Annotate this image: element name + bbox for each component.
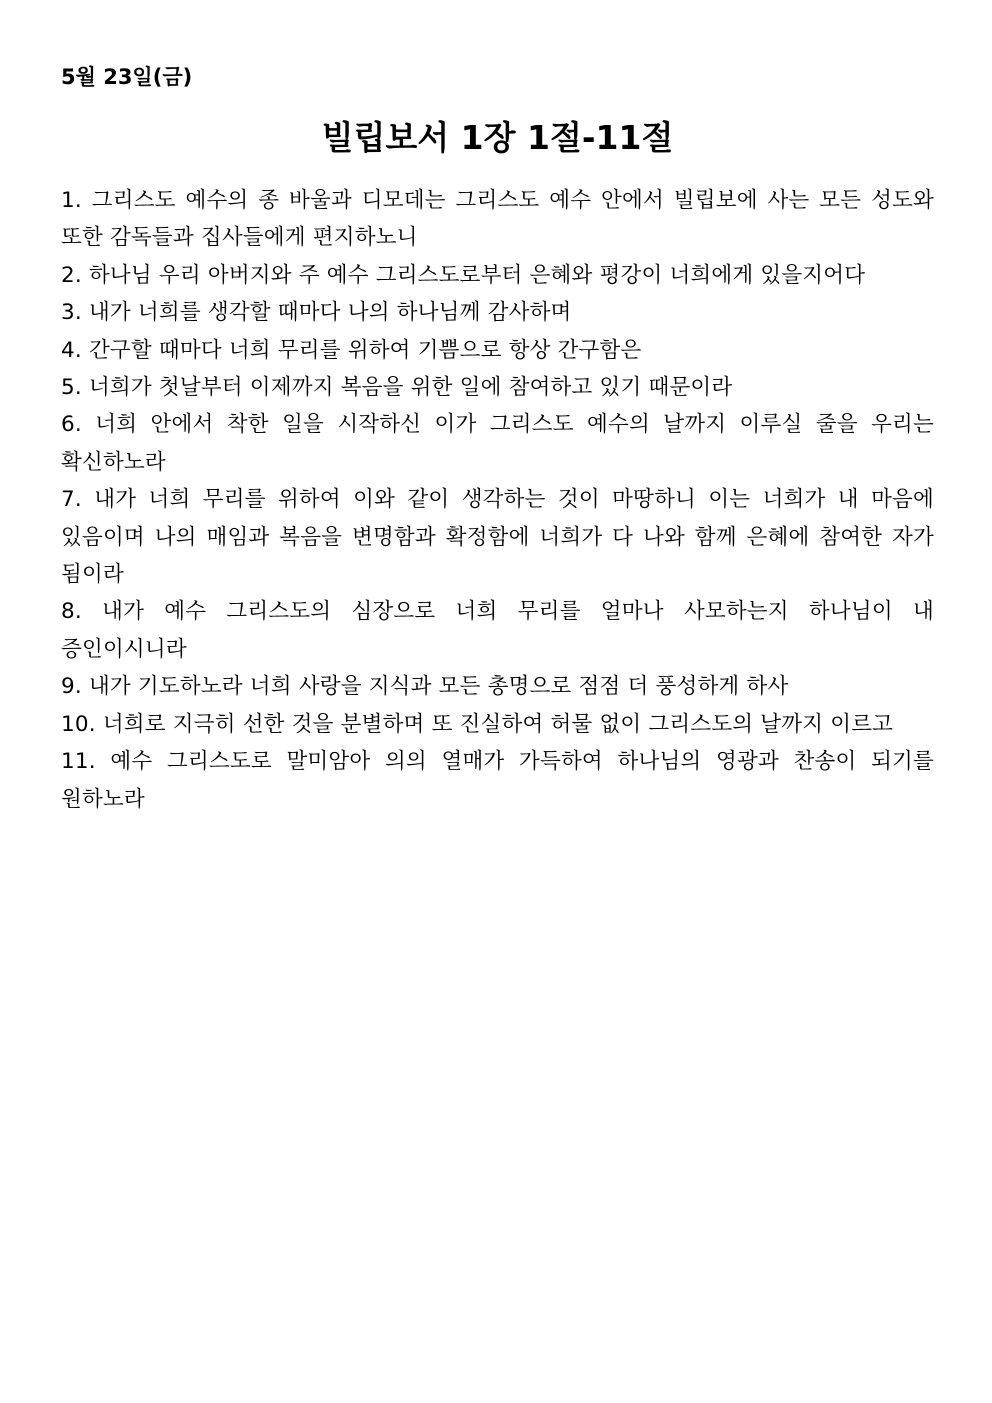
verse-5: 5. 너희가 첫날부터 이제까지 복음을 위한 일에 참여하고 있기 때문이라 (61, 375, 733, 401)
verse-6: 6. 너희 안에서 착한 일을 시작하신 이가 그리스도 예수의 날까지 이루실 줄을 우리는 확신하노라 (61, 412, 934, 475)
page-title: 빌립보서 1장 1절-11절 (321, 118, 674, 157)
verse-7: 7. 내가 너희 무리를 위하여 이와 같이 생각하는 것이 마땅하니 이는 너희가 내 마음에 있음이며 나의 매임과 복음을 변명함과 확정함에 너희가 다 나와 함께 은혜에 참여한 자가 됨이라 (61, 487, 934, 588)
verse-10: 10. 너희로 지극히 선한 것을 분별하며 또 진실하여 허물 없이 그리스도의 날까지 이르고 (61, 711, 894, 737)
verse-3: 3. 내가 너희를 생각할 때마다 나의 하나님께 감사하며 (61, 300, 572, 326)
verse-list (61, 182, 934, 818)
date-label: 5월 23일(금) (61, 65, 193, 89)
verse-11: 11. 예수 그리스도로 말미암아 의의 열매가 가득하여 하나님의 영광과 찬송이 되기를 원하노라 (61, 749, 934, 812)
verse-4: 4. 간구할 때마다 너희 무리를 위하여 기쁨으로 항상 간구함은 (61, 337, 642, 363)
verse-9: 9. 내가 기도하노라 너희 사랑을 지식과 모든 총명으로 점점 더 풍성하게 하사 (61, 674, 789, 700)
verse-1: 1. 그리스도 예수의 종 바울과 디모데는 그리스도 예수 안에서 빌립보에 사는 모든 성도와 또한 감독들과 집사들에게 편지하노니 (61, 188, 934, 251)
verse-2: 2. 하나님 우리 아버지와 주 예수 그리스도로부터 은혜와 평강이 너희에게 있을지어다 (61, 262, 866, 288)
verse-8: 8. 내가 예수 그리스도의 심장으로 너희 무리를 얼마나 사모하는지 하나님이 내 증인이시니라 (61, 599, 934, 662)
